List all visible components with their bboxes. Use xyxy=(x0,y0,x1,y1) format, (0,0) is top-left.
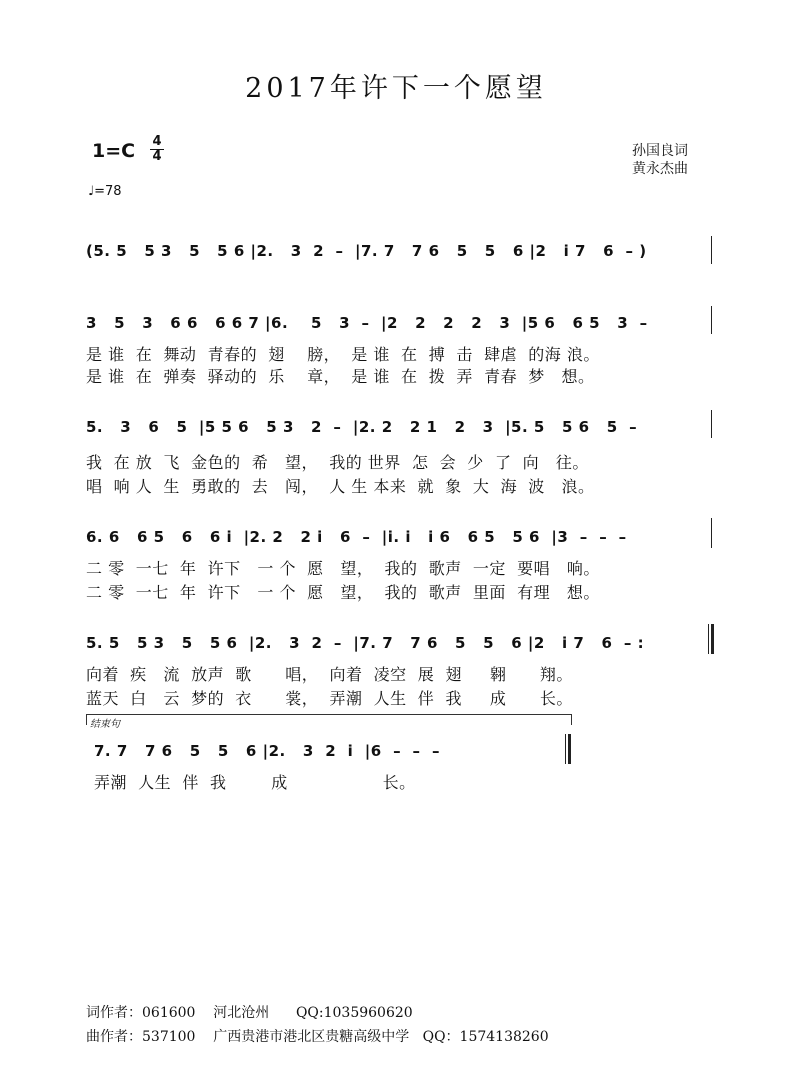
lyric-verse-1: 我 在 放 飞 金色的 希 望， 我的 世界 怎 会 少 了 向 往。 xyxy=(86,453,589,472)
repeat-barline-thin xyxy=(708,624,709,654)
key-signature: 1=C xyxy=(92,140,136,162)
ending-bracket xyxy=(86,714,572,725)
score-line-2: 3 5 3 6 6 6 6 7 |6. 5 3 – |2 2 2 2 3 |5 6 6 5 3 – xyxy=(86,314,648,332)
footer-composer-info: 曲作者：537100 广西贵港市港北区贵糖高级中学 QQ：1574138260 xyxy=(86,1029,549,1045)
time-signature-top: 4 xyxy=(152,134,162,149)
final-barline-thick xyxy=(568,734,571,764)
lyric-verse-2: 唱 响 人 生 勇敢的 去 闯， 人 生 本来 就 象 大 海 波 浪。 xyxy=(86,477,595,496)
score-line-4: 6. 6 6 5 6 6 i |2. 2 2 i 6 – |i. i i 6 6 5 5 6 |3 – – – xyxy=(86,528,627,546)
lyric-verse-1: 二 零 一七 年 许下 一 个 愿 望， 我的 歌声 一定 要唱 响。 xyxy=(86,559,600,578)
lyric-verse-2: 二 零 一七 年 许下 一 个 愿 望， 我的 歌声 里面 有理 想。 xyxy=(86,583,600,602)
page-title: 2017年许下一个愿望 xyxy=(245,73,547,104)
lyric-verse-1: 是 谁 在 舞动 青春的 翅 膀， 是 谁 在 搏 击 肆虐 的海 浪。 xyxy=(86,345,600,364)
lyric-verse-2: 蓝天 白 云 梦的 衣 裳， 弄潮 人生 伴 我 成 长。 xyxy=(86,689,573,708)
footer-lyricist-info: 词作者：061600 河北沧州 QQ:1035960620 xyxy=(86,1005,413,1021)
barline-end xyxy=(711,306,712,334)
score-line-5: 5. 5 5 3 5 5 6 |2. 3 2 – |7. 7 7 6 5 5 6 |2 i 7 6 – : xyxy=(86,634,645,652)
tempo-marking: ♩=78 xyxy=(88,184,122,199)
barline-end xyxy=(711,410,712,438)
barline-end xyxy=(711,518,712,548)
lyricist-credit: 孙国良词 xyxy=(632,143,688,159)
score-line-ending: 7. 7 7 6 5 5 6 |2. 3 2 i |6 – – – xyxy=(94,742,440,760)
lyric-verse-1: 向着 疾 流 放声 歌 唱， 向着 凌空 展 翅 翱 翔。 xyxy=(86,665,573,684)
repeat-barline-thick xyxy=(711,624,714,654)
score-line-intro: (5. 5 5 3 5 5 6 |2. 3 2 – |7. 7 7 6 5 5 6 |2 i 7 6 – ) xyxy=(86,242,647,260)
score-line-3: 5. 3 6 5 |5 5 6 5 3 2 – |2. 2 2 1 2 3 |5. 5 5 6 5 – xyxy=(86,418,638,436)
ending-label: 结束句 xyxy=(90,719,120,730)
time-signature-bottom: 4 xyxy=(152,149,162,164)
composer-credit: 黄永杰曲 xyxy=(632,161,688,177)
time-signature xyxy=(150,135,164,164)
final-barline-thin xyxy=(565,734,566,764)
lyric-verse-2: 是 谁 在 弹奏 驿动的 乐 章， 是 谁 在 拨 弄 青春 梦 想。 xyxy=(86,367,595,386)
barline-end xyxy=(711,236,712,264)
lyric-ending: 弄潮 人生 伴 我 成 长。 xyxy=(94,773,416,792)
